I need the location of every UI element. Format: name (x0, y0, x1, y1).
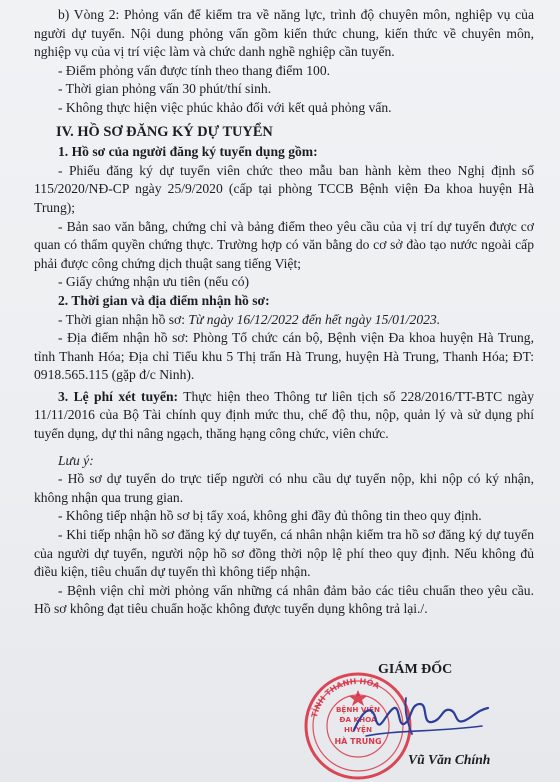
document-body (34, 6, 534, 619)
section-1-bullet-form: - Phiếu đăng ký dự tuyển viên chức theo mẫu ban hành kèm theo Nghị định số 115/2020/NĐ-CP ngày 25/9/2020 (cấp tại phòng TCCB Bệnh viện Đa khoa huyện Hà Trung); (34, 162, 534, 215)
note-3: - Khi tiếp nhận hồ sơ đăng ký dự tuyển, cá nhân nhận kiểm tra hồ sơ đăng ký dự tuyển của người dự tuyển, người nộp hồ sơ đồng thời nộp lệ phí theo quy định. Nếu không đủ điều kiện, tiêu chuẩn dự tuyển thì không tiếp nhận. (34, 527, 534, 580)
handwritten-signature (346, 690, 496, 750)
seal-line-1: BỆNH VIỆN (335, 705, 381, 714)
section-2-title: 2. Thời gian và địa điểm nhận hồ sơ: (58, 292, 270, 308)
seal-ring-text: TỈNH THANH HÓA (309, 676, 381, 719)
receive-time-label: - Thời gian nhận hồ sơ: (58, 311, 189, 327)
section-1-bullet-diplomas: - Bản sao văn bằng, chứng chỉ và bảng điểm theo yêu cầu của vị trí dự tuyển được cơ quan có thẩm quyền chứng thực. Trường hợp có văn bằng do cơ sở đào tạo nước ngoài cấp phải được công chứng dịch thuật sang tiếng Việt; (34, 218, 534, 271)
signature-title: GIÁM ĐỐC (378, 662, 453, 677)
seal-line-3: HUYỆN (344, 725, 372, 734)
section-1-bullet-priority: - Giấy chứng nhận ưu tiên (nếu có) (58, 274, 250, 290)
section-3-paragraph (34, 388, 534, 444)
section-3-text: Thực hiện theo Thông tư liên tịch số 228/2016/TT-BTC ngày 11/11/2016 của Bộ Tài chính quy định mức thu, chế độ thu, nộp, quản lý và sử dụng phí tuyển dụng, dự thi nâng ngạch, thăng hạng công chức, viên chức. (34, 388, 534, 442)
section-iv-title: IV. HỒ SƠ ĐĂNG KÝ DỰ TUYỂN (56, 123, 273, 140)
section-1-title: 1. Hồ sơ của người đăng ký tuyển dụng gồm: (58, 144, 318, 160)
round2-paragraph: b) Vòng 2: Phỏng vấn để kiểm tra về năng lực, trình độ chuyên môn, nghiệp vụ của người dự tuyển. Nội dung phỏng vấn gồm kiến thức chung, kiến thức về chuyên môn, nghiệp vụ của vị trí việc làm và chức danh nghề nghiệp cần tuyển. (34, 7, 534, 60)
round2-bullet-no-review: - Không thực hiện việc phúc khảo đối với kết quả phỏng vấn. (58, 99, 392, 115)
round2-bullet-score: - Điểm phỏng vấn được tính theo thang điểm 100. (58, 62, 331, 78)
note-1: - Hồ sơ dự tuyển do trực tiếp người có nhu cầu dự tuyển nộp, khi nộp có ký nhận, không nhận qua trung gian. (34, 471, 534, 505)
seal-line-4: HÀ TRUNG (334, 737, 382, 746)
note-2: - Không tiếp nhận hồ sơ bị tẩy xoá, không ghi đầy đủ thông tin theo quy định. (58, 508, 482, 524)
section-2-bullet-time (34, 311, 534, 330)
section-2-bullet-place: - Địa điểm nhận hồ sơ: Phòng Tổ chức cán bộ, Bệnh viện Đa khoa huyện Hà Trung, tỉnh Thanh Hóa; Địa chỉ Tiểu khu 5 Thị trấn Hà Trung, huyện Hà Trung, Thanh Hóa; ĐT: 0918.565.115 (gặp đ/c Ninh). (34, 330, 534, 383)
note-4: - Bệnh viện chỉ mời phỏng vấn những cá nhân đảm bảo các tiêu chuẩn theo yêu cầu. Hồ sơ không đạt tiêu chuẩn hoặc không được tuyển dụng không trả lại./. (34, 582, 534, 617)
receive-time-value: Từ ngày 16/12/2022 đến hết ngày 15/01/2023. (188, 311, 441, 327)
section-3-title: 3. Lệ phí xét tuyển: (58, 388, 179, 404)
seal-line-2: ĐA KHOA (339, 715, 377, 724)
notes-title: Lưu ý: (58, 452, 94, 468)
round2-bullet-time: - Thời gian phỏng vấn 30 phút/thí sinh. (58, 81, 272, 97)
signer-name: Vũ Văn Chính (408, 752, 491, 767)
